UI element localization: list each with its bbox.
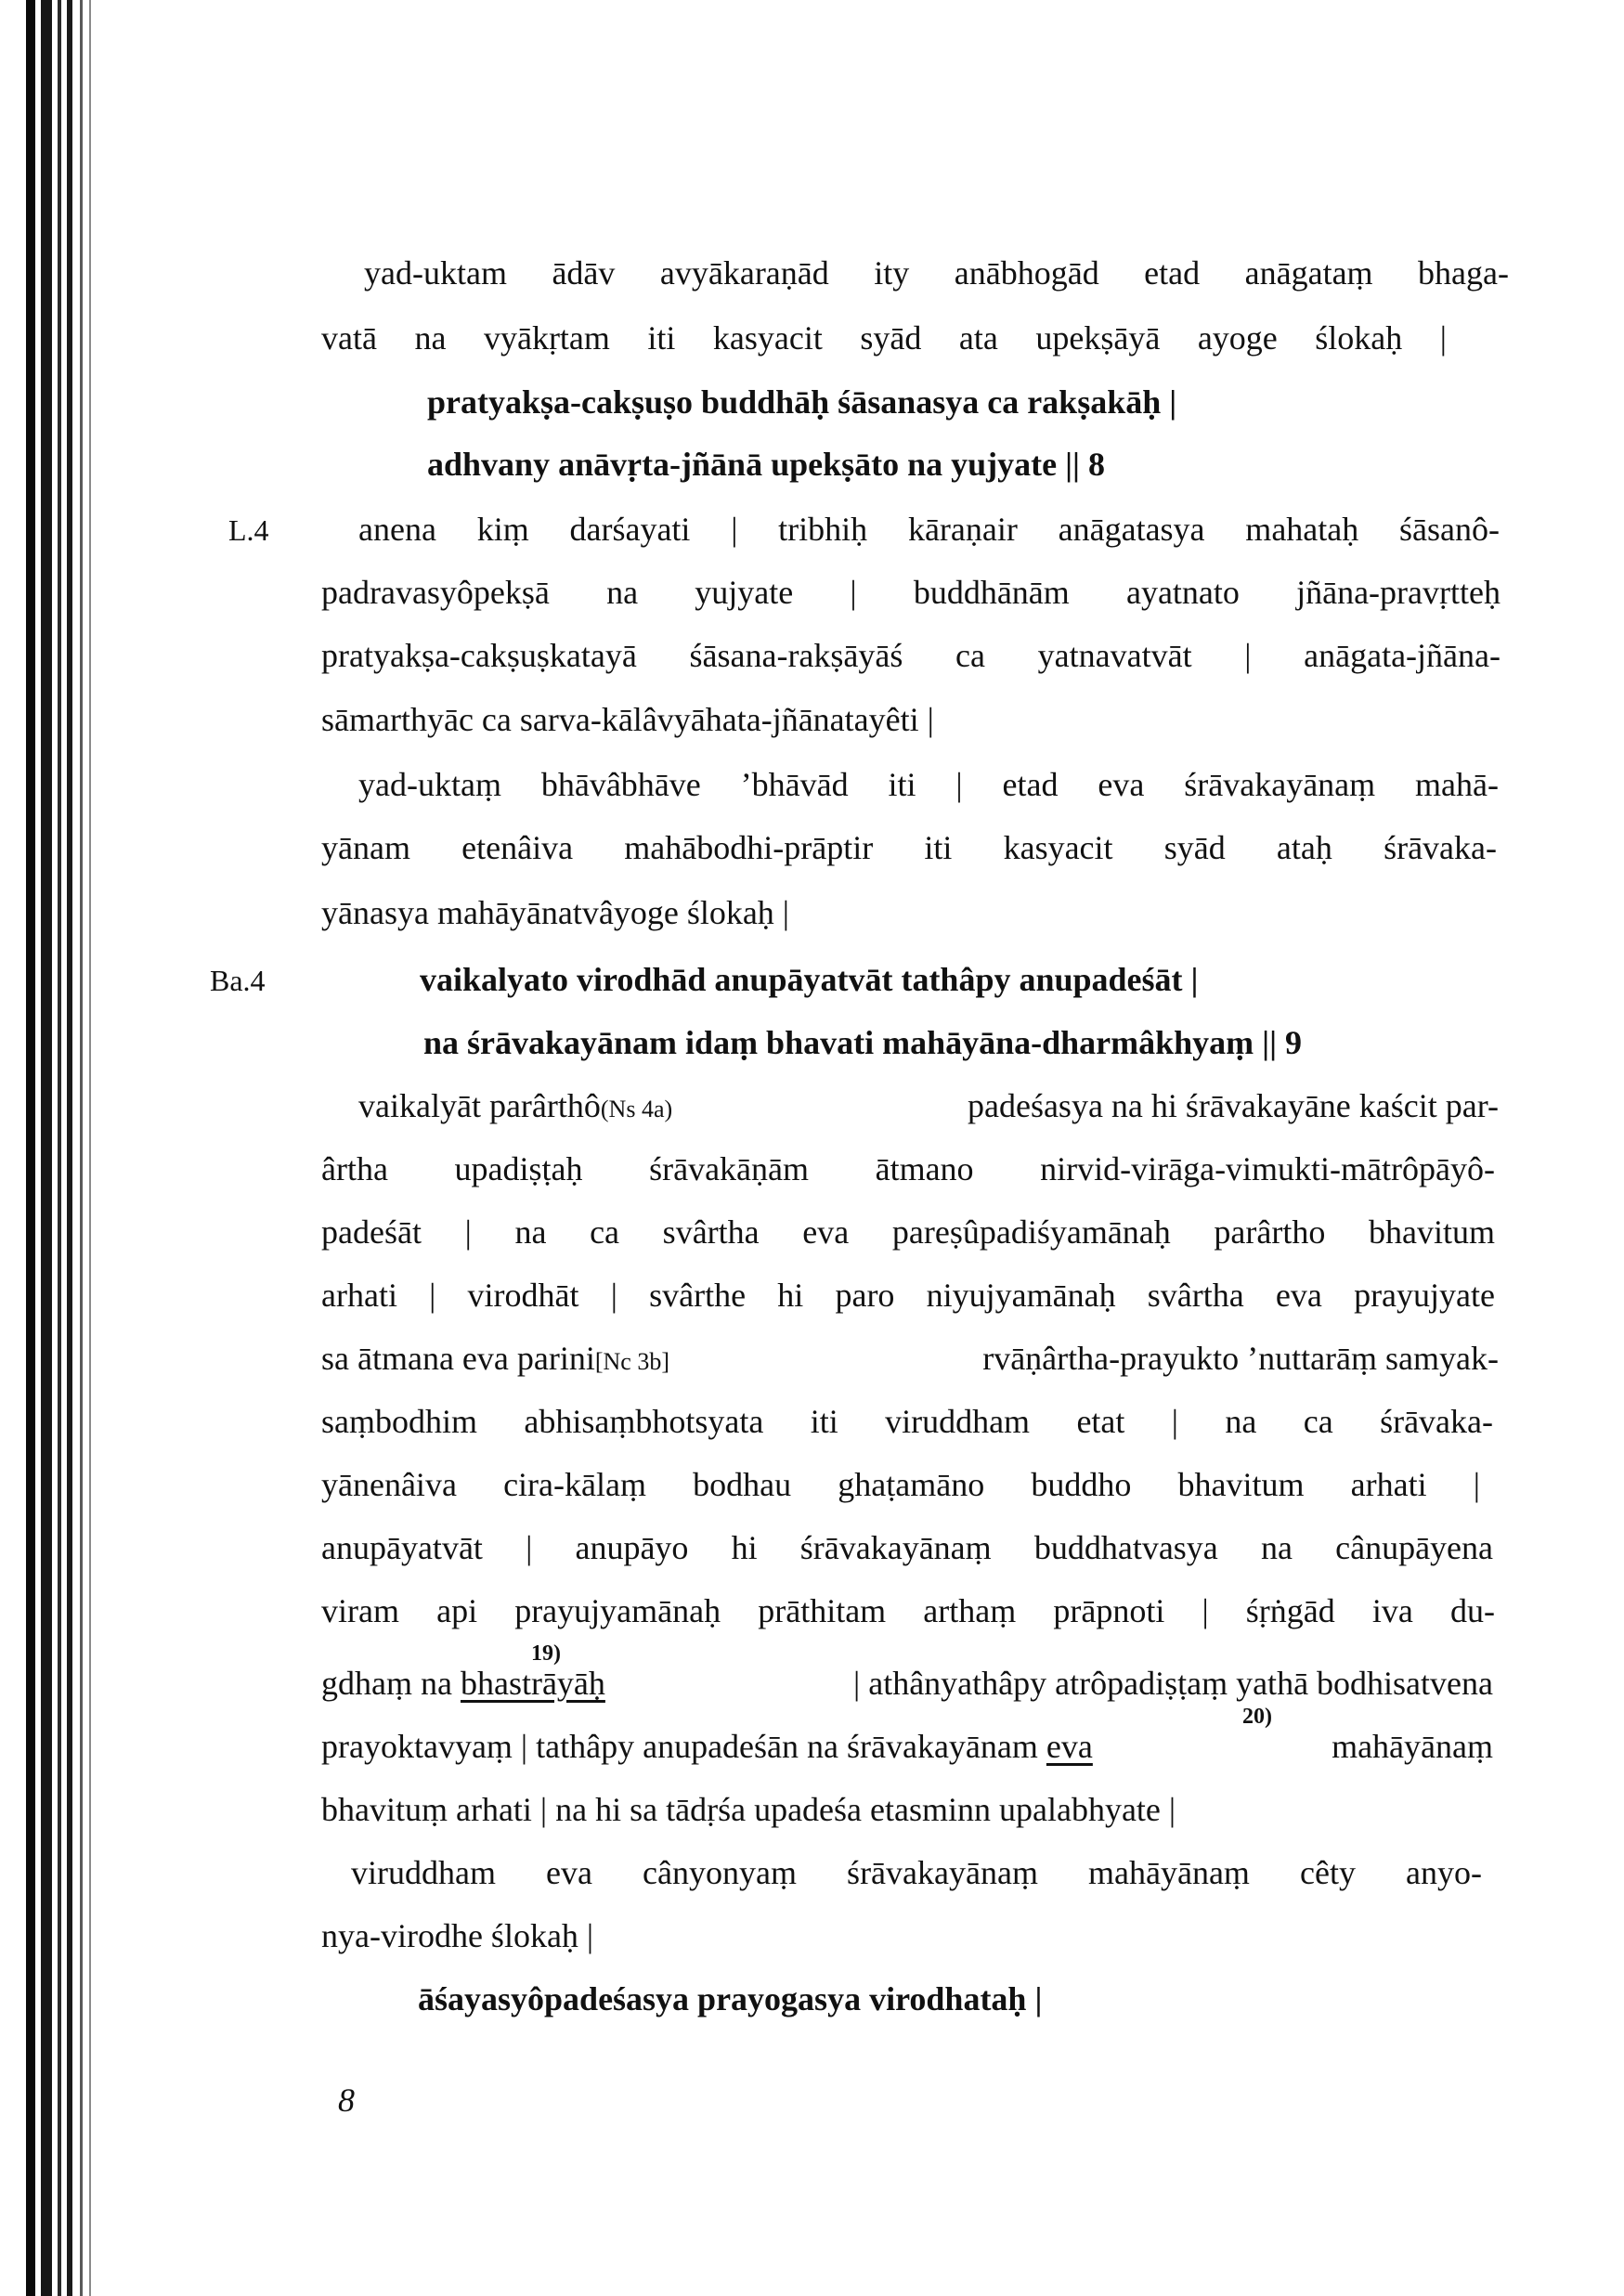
text-line: saṃbodhim abhisaṃbhotsyata iti viruddham etat | na ca śrāvaka- [321,1403,1493,1440]
text-segment: sa ātmana eva parini [321,1340,595,1377]
manuscript-ref-nc3b: [Nc 3b] [594,1348,669,1375]
verse-line: pratyakṣa-cakṣuṣo buddhāḥ śāsanasya ca rakṣakāḥ | [427,383,1177,421]
footnoted-word: bhastrāyāḥ [460,1665,605,1702]
text-line: viruddham eva cânyonyaṃ śrāvakayānaṃ mahāyānaṃ cêty anyo- [351,1854,1482,1891]
page-number: 8 [338,2082,355,2119]
text-line: vatā na vyākṛtam iti kasyacit syād ata upekṣāyā ayoge ślokaḥ | [321,319,1447,357]
text-line [321,1662,1493,1705]
text-segment [321,1662,605,1705]
margin-marker-ba4: Ba.4 [210,964,266,997]
text-line: nya-virodhe ślokaḥ | [321,1917,594,1954]
verse-line: āśayasyôpadeśasya prayogasya virodhataḥ | [418,1980,1043,2017]
text-line: pratyakṣa-cakṣuṣkatayā śāsana-rakṣāyāś ca yatnavatvāt | anāgata-jñāna- [321,637,1501,674]
text-line: yad-uktaṃ bhāvâbhāve ’bhāvād iti | etad eva śrāvakayānaṃ mahā- [358,766,1499,803]
text-line: bhavituṃ arhati | na hi sa tādṛśa upadeśa etasminn upalabhyate | [321,1791,1176,1828]
text-line [358,1084,1499,1131]
binding-edge [0,0,100,2296]
footnote-ref-19: 19) [531,1641,561,1666]
text-line: yad-uktam ādāv avyākaraṇād ity anābhogād etad anāgataṃ bhaga- [364,254,1509,292]
text-line: ârtha upadiṣṭaḥ śrāvakāṇām ātmano nirvid-virāga-vimukti-mātrôpāyô- [321,1150,1495,1187]
text-segment: prayoktavyaṃ | tathâpy anupadeśān na śrāvakayānam [321,1728,1038,1765]
text-segment: vaikalyāt parârthô [358,1087,601,1124]
text-line: yānam etenâiva mahābodhi-prāptir iti kasyacit syād ataḥ śrāvaka- [321,829,1497,866]
text-line: arhati | virodhāt | svârthe hi paro niyujyamānaḥ svârtha eva prayujyate [321,1277,1495,1314]
text-segment [321,1725,1093,1768]
footnote-ref-20: 20) [1242,1705,1272,1729]
text-segment: rvāṇârtha-prayukto ’nuttarāṃ samyak- [982,1340,1499,1377]
text-line: sāmarthyāc ca sarva-kālâvyāhata-jñānatayêti | [321,701,934,738]
footnoted-word: eva [1046,1728,1093,1765]
text-line: padeśāt | na ca svârtha eva pareṣûpadiśyamānaḥ parârtho bhavitum [321,1213,1495,1251]
text-segment: padeśasya na hi śrāvakayāne kaścit par- [967,1087,1499,1124]
verse-line: adhvany anāvṛta-jñānā upekṣāto na yujyate || 8 [427,446,1105,483]
text-line: anupāyatvāt | anupāyo hi śrāvakayānaṃ buddhatvasya na cânupāyena [321,1529,1493,1566]
text-line [321,1725,1493,1768]
verse-line: na śrāvakayānam idaṃ bhavati mahāyāna-dharmâkhyaṃ || 9 [423,1024,1303,1061]
text-segment: gdhaṃ na [321,1665,452,1702]
text-segment [321,1337,669,1383]
text-segment: | athânyathâpy atrôpadiṣṭaṃ yathā bodhisatvena [853,1665,1493,1702]
text-segment [358,1084,672,1131]
text-line: yānenâiva cira-kālaṃ bodhau ghaṭamāno buddho bhavitum arhati | [321,1466,1480,1503]
manuscript-ref-ns4a: (Ns 4a) [600,1096,673,1122]
text-line: yānasya mahāyānatvâyoge ślokaḥ | [321,894,790,931]
verse-line: vaikalyato virodhād anupāyatvāt tathâpy anupadeśāt | [420,961,1199,998]
text-segment: mahāyānaṃ [1332,1728,1493,1765]
text-line: anena kiṃ darśayati | tribhiḥ kāraṇair anāgatasya mahataḥ śāsanô- [358,511,1500,548]
text-line [321,1337,1499,1383]
margin-marker-l4: L.4 [228,513,269,547]
text-line: padravasyôpekṣā na yujyate | buddhānām ayatnato jñāna-pravṛtteḥ [321,574,1501,611]
text-line: viram api prayujyamānaḥ prāthitam arthaṃ prāpnoti | śṛṅgād iva du- [321,1592,1495,1629]
